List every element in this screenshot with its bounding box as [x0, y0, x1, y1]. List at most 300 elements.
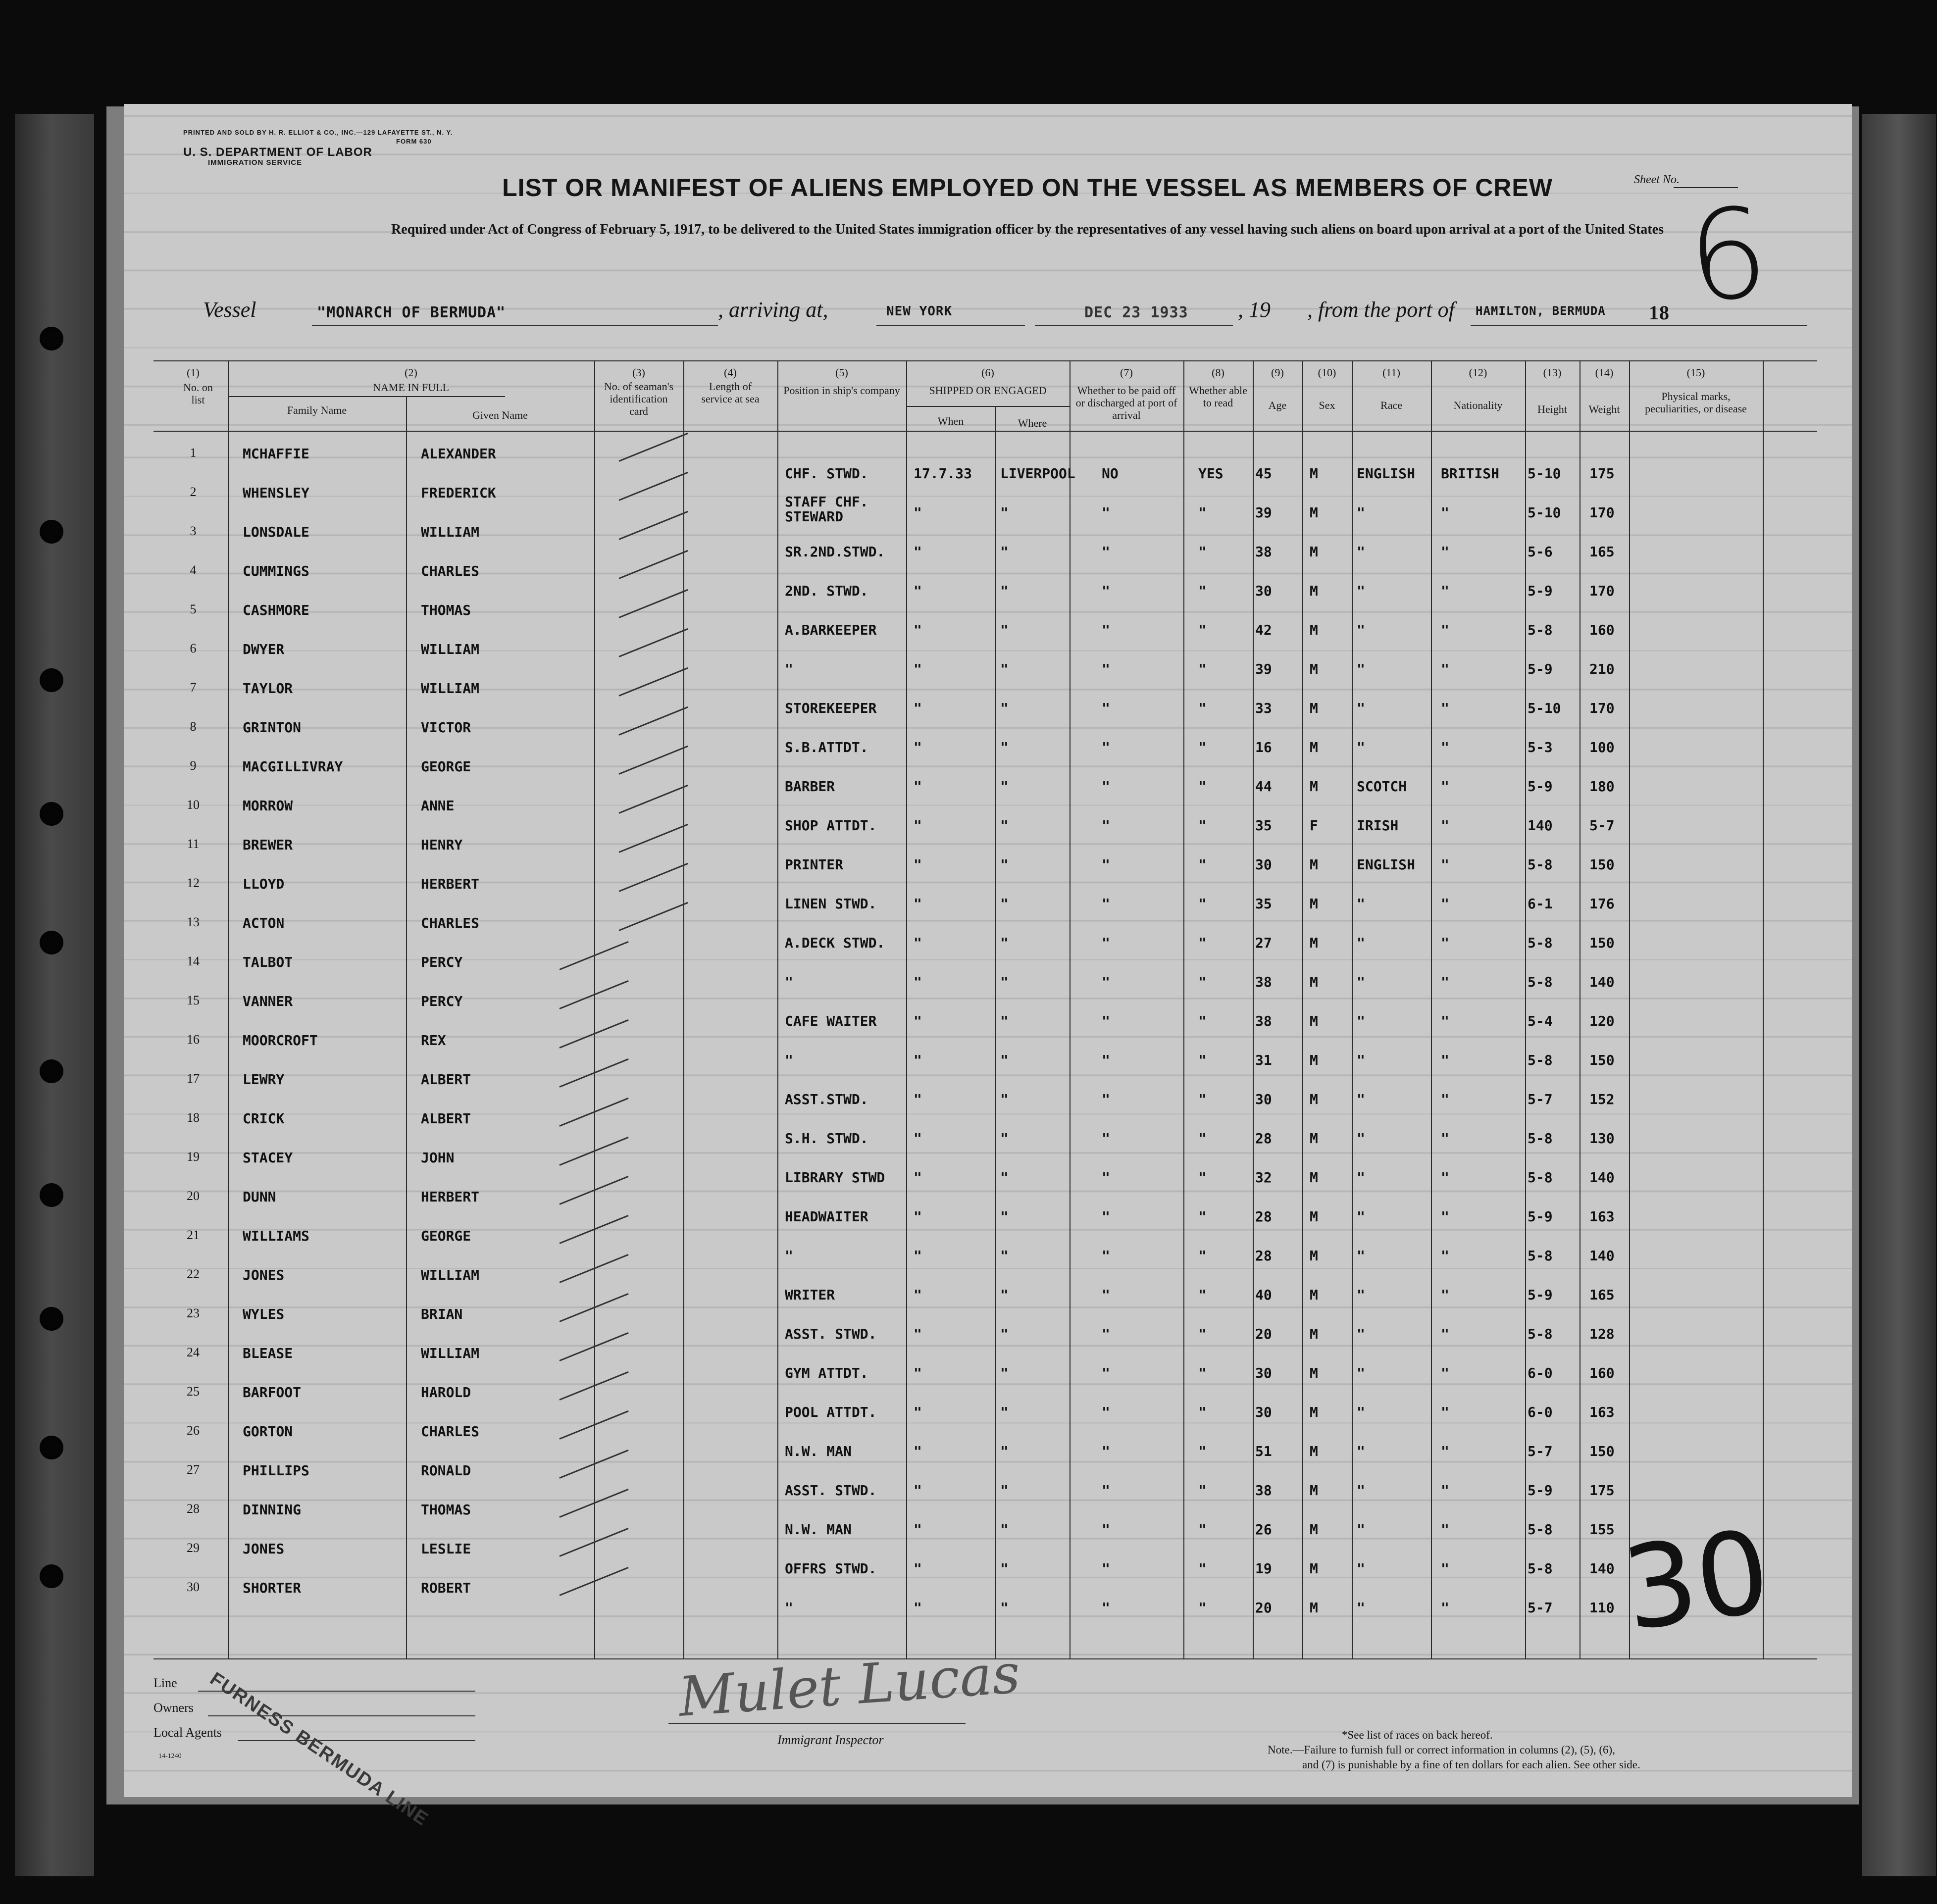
height: 5-8 — [1528, 1560, 1553, 1577]
family-name: CUMMINGS — [243, 563, 309, 579]
age: 38 — [1255, 974, 1272, 990]
year-label: , 19 — [1238, 298, 1271, 322]
family-name: LLOYD — [243, 876, 285, 892]
shipped-when: " — [914, 622, 922, 638]
col-divider-15 — [1763, 361, 1764, 1658]
row-number: 15 — [187, 993, 200, 1007]
table-header-rule — [153, 431, 1817, 432]
col11-number: (11) — [1382, 366, 1400, 379]
position: " — [785, 661, 793, 677]
height: 5-9 — [1528, 583, 1553, 599]
height: 5-8 — [1528, 856, 1553, 873]
col7-number: (7) — [1120, 366, 1133, 379]
sex: M — [1310, 1365, 1318, 1381]
signature-line — [668, 1723, 966, 1724]
arriving-label: , arriving at, — [718, 298, 828, 322]
race: " — [1357, 700, 1365, 716]
given-name: VICTOR — [421, 719, 471, 736]
paid-off: " — [1102, 1013, 1110, 1029]
given-name: CHARLES — [421, 563, 480, 579]
age: 44 — [1255, 778, 1272, 795]
age: 16 — [1255, 739, 1272, 755]
shipped-where: " — [1000, 583, 1009, 599]
height: 5-9 — [1528, 1482, 1553, 1499]
shipped-where: " — [1000, 1365, 1009, 1381]
nationality: " — [1441, 1443, 1449, 1459]
age: 38 — [1255, 1482, 1272, 1499]
nationality: " — [1441, 1521, 1449, 1538]
shipped-where: " — [1000, 1521, 1009, 1538]
col9-label: Age — [1268, 399, 1287, 411]
height: 6-1 — [1528, 896, 1553, 912]
paid-off: " — [1102, 1091, 1110, 1107]
able-to-read: " — [1198, 1482, 1207, 1499]
given-name: HAROLD — [421, 1384, 471, 1401]
position: GYM ATTDT. — [785, 1365, 868, 1381]
paid-off: " — [1102, 817, 1110, 834]
sex: M — [1310, 935, 1318, 951]
vessel-name: "MONARCH OF BERMUDA" — [317, 304, 506, 321]
height: 5-7 — [1528, 1091, 1553, 1107]
paid-off: " — [1102, 1443, 1110, 1459]
shipped-where: " — [1000, 661, 1009, 677]
sex: M — [1310, 856, 1318, 873]
age: 42 — [1255, 622, 1272, 638]
age: 45 — [1255, 465, 1272, 482]
family-name: LEWRY — [243, 1071, 285, 1088]
nationality: " — [1441, 896, 1449, 912]
race: " — [1357, 583, 1365, 599]
paid-off: " — [1102, 1208, 1110, 1225]
row-number: 21 — [187, 1228, 200, 1242]
col-divider-10 — [1352, 361, 1353, 1658]
race: ENGLISH — [1357, 856, 1416, 873]
shipped-when-header: When — [937, 415, 964, 427]
owners-underline — [208, 1715, 475, 1716]
race: " — [1357, 1091, 1365, 1107]
family-name-header: Family Name — [287, 404, 347, 416]
paid-off: " — [1102, 856, 1110, 873]
col-divider-6a — [995, 406, 996, 1658]
weight: 163 — [1589, 1208, 1615, 1225]
paid-off: " — [1102, 1600, 1110, 1616]
family-name: MOORCROFT — [243, 1032, 318, 1049]
paid-off: " — [1102, 1248, 1110, 1264]
arrival-date: DEC 23 1933 — [1084, 304, 1188, 321]
position: ASST. STWD. — [785, 1326, 877, 1342]
shipped-when: " — [914, 1287, 922, 1303]
able-to-read: " — [1198, 817, 1207, 834]
paid-off: " — [1102, 661, 1110, 677]
position: " — [785, 1248, 793, 1264]
paid-off: " — [1102, 1130, 1110, 1147]
sex: M — [1310, 739, 1318, 755]
col-divider-5 — [906, 361, 907, 1658]
col-divider-1 — [228, 361, 229, 1658]
nationality: " — [1441, 583, 1449, 599]
given-name: REX — [421, 1032, 446, 1049]
given-name: ALEXANDER — [421, 446, 496, 462]
row-number: 12 — [187, 876, 200, 890]
binder-edge-right — [1862, 114, 1936, 1876]
able-to-read: " — [1198, 1560, 1207, 1577]
family-name: ACTON — [243, 915, 285, 931]
height: 5-8 — [1528, 1052, 1553, 1068]
form-title: LIST OR MANIFEST OF ALIENS EMPLOYED ON THE VESSEL AS MEMBERS OF CREW — [502, 174, 1553, 201]
shipped-where: " — [1000, 1208, 1009, 1225]
id-card-checkmark — [618, 706, 688, 736]
sex: M — [1310, 1326, 1318, 1342]
shipped-where: " — [1000, 1482, 1009, 1499]
weight: 130 — [1589, 1130, 1615, 1147]
age: 32 — [1255, 1169, 1272, 1186]
able-to-read: " — [1198, 1169, 1207, 1186]
id-card-checkmark — [618, 746, 688, 775]
race: " — [1357, 661, 1365, 677]
position: BARBER — [785, 778, 835, 795]
weight: 163 — [1589, 1404, 1615, 1420]
paid-off: " — [1102, 1287, 1110, 1303]
shipped-where: " — [1000, 974, 1009, 990]
able-to-read: " — [1198, 1600, 1207, 1616]
nationality: " — [1441, 935, 1449, 951]
weight: 165 — [1589, 1287, 1615, 1303]
row-number: 17 — [187, 1071, 200, 1086]
row-number: 4 — [190, 563, 197, 577]
able-to-read: " — [1198, 739, 1207, 755]
col4-label: Length of service at sea — [701, 380, 760, 405]
nationality: " — [1441, 856, 1449, 873]
sex: M — [1310, 661, 1318, 677]
weight: 155 — [1589, 1521, 1615, 1538]
row-number: 7 — [190, 680, 197, 695]
nationality: " — [1441, 1052, 1449, 1068]
weight: 150 — [1589, 1443, 1615, 1459]
able-to-read: " — [1198, 583, 1207, 599]
shipped-where: " — [1000, 1091, 1009, 1107]
position: WRITER — [785, 1287, 835, 1303]
col11-label: Race — [1380, 399, 1402, 411]
family-name: TAYLOR — [243, 680, 293, 697]
position: 2ND. STWD. — [785, 583, 868, 599]
shipped-when: " — [914, 1443, 922, 1459]
age: 30 — [1255, 583, 1272, 599]
race: " — [1357, 935, 1365, 951]
race: " — [1357, 739, 1365, 755]
races-note: *See list of races on back hereof. — [1342, 1729, 1493, 1741]
agents-underline — [238, 1740, 475, 1741]
binder-hole — [40, 802, 63, 826]
row-number: 11 — [187, 837, 200, 851]
manifest-page — [124, 104, 1852, 1830]
position: " — [785, 1600, 793, 1616]
row-number: 28 — [187, 1502, 200, 1516]
given-name: GEORGE — [421, 758, 471, 775]
weight: 170 — [1589, 700, 1615, 716]
shipped-when: " — [914, 1600, 922, 1616]
weight: 140 — [1589, 974, 1615, 990]
given-name: ROBERT — [421, 1580, 471, 1596]
weight: 175 — [1589, 465, 1615, 482]
shipped-when: " — [914, 1169, 922, 1186]
given-name: PERCY — [421, 993, 463, 1009]
shipped-where: " — [1000, 544, 1009, 560]
id-card-checkmark — [618, 667, 688, 697]
paid-off: " — [1102, 1482, 1110, 1499]
id-card-checkmark — [618, 824, 688, 853]
sex: M — [1310, 1248, 1318, 1264]
age: 28 — [1255, 1248, 1272, 1264]
from-port-label: , from the port of — [1307, 298, 1455, 322]
paid-off: " — [1102, 700, 1110, 716]
height: 5-6 — [1528, 544, 1553, 560]
weight: 5-7 — [1589, 817, 1615, 834]
shipped-where: " — [1000, 1443, 1009, 1459]
able-to-read: " — [1198, 1052, 1207, 1068]
sex: M — [1310, 896, 1318, 912]
nationality: " — [1441, 1091, 1449, 1107]
position: " — [785, 974, 793, 990]
family-name: DUNN — [243, 1189, 276, 1205]
race: SCOTCH — [1357, 778, 1407, 795]
position: N.W. MAN — [785, 1521, 852, 1538]
form-number: FORM 630 — [396, 138, 432, 145]
binder-hole — [40, 1436, 63, 1459]
given-name: WILLIAM — [421, 524, 480, 540]
position: S.B.ATTDT. — [785, 739, 868, 755]
able-to-read: " — [1198, 1443, 1207, 1459]
vessel-line — [124, 297, 1852, 332]
family-name: BLEASE — [243, 1345, 293, 1361]
weight: 100 — [1589, 739, 1615, 755]
shipped-where: " — [1000, 1326, 1009, 1342]
paid-off: " — [1102, 1560, 1110, 1577]
height: 5-8 — [1528, 935, 1553, 951]
shipped-when: " — [914, 935, 922, 951]
nationality: " — [1441, 817, 1449, 834]
col1-label: No. on list — [183, 381, 213, 406]
weight: 170 — [1589, 504, 1615, 521]
weight: 110 — [1589, 1600, 1615, 1616]
given-name: FREDERICK — [421, 485, 496, 501]
shipped-when: " — [914, 544, 922, 560]
position: A.BARKEEPER — [785, 622, 877, 638]
binder-hole — [40, 1183, 63, 1207]
given-name: ALBERT — [421, 1071, 471, 1088]
row-number: 3 — [190, 524, 197, 538]
family-name: WYLES — [243, 1306, 285, 1322]
able-to-read: " — [1198, 544, 1207, 560]
able-to-read: " — [1198, 1208, 1207, 1225]
height: 5-7 — [1528, 1443, 1553, 1459]
shipped-when: " — [914, 1404, 922, 1420]
shipped-when: " — [914, 1248, 922, 1264]
col13-number: (13) — [1543, 366, 1562, 379]
shipped-where: " — [1000, 1169, 1009, 1186]
nationality: " — [1441, 622, 1449, 638]
race: " — [1357, 974, 1365, 990]
weight: 210 — [1589, 661, 1615, 677]
shipped-when: " — [914, 739, 922, 755]
col14-label: Weight — [1588, 403, 1620, 415]
shipped-when: " — [914, 661, 922, 677]
sex: M — [1310, 1208, 1318, 1225]
nationality: BRITISH — [1441, 465, 1500, 482]
height: 5-8 — [1528, 1326, 1553, 1342]
weight: 160 — [1589, 622, 1615, 638]
age: 20 — [1255, 1326, 1272, 1342]
age: 26 — [1255, 1521, 1272, 1538]
shipped-when: " — [914, 1326, 922, 1342]
family-name: WHENSLEY — [243, 485, 309, 501]
col12-label: Nationality — [1453, 399, 1503, 411]
race: IRISH — [1357, 817, 1399, 834]
given-name: PERCY — [421, 954, 463, 970]
able-to-read: " — [1198, 1287, 1207, 1303]
row-number: 8 — [190, 719, 197, 734]
nationality: " — [1441, 1600, 1449, 1616]
height: 140 — [1528, 817, 1553, 834]
col-divider-14 — [1629, 361, 1630, 1658]
shipped-where: " — [1000, 1130, 1009, 1147]
paid-off: " — [1102, 622, 1110, 638]
paid-off: " — [1102, 504, 1110, 521]
col15-number: (15) — [1686, 366, 1705, 379]
height: 5-9 — [1528, 1287, 1553, 1303]
binder-hole — [40, 1307, 63, 1331]
position: SR.2ND.STWD. — [785, 544, 885, 560]
row-number: 27 — [187, 1462, 200, 1477]
shipped-when: " — [914, 1013, 922, 1029]
col5-label: Position in ship's company — [783, 384, 900, 397]
family-name: GRINTON — [243, 719, 302, 736]
row-number: 26 — [187, 1423, 200, 1438]
binder-hole — [40, 1059, 63, 1083]
given-name: HERBERT — [421, 1189, 480, 1205]
height: 5-8 — [1528, 622, 1553, 638]
owners-label: Owners — [153, 1701, 194, 1715]
given-name-header: Given Name — [472, 409, 528, 421]
id-card-checkmark — [618, 550, 688, 579]
sex: M — [1310, 1091, 1318, 1107]
row-number: 25 — [187, 1384, 200, 1399]
age: 30 — [1255, 1404, 1272, 1420]
family-name: SHORTER — [243, 1580, 302, 1596]
row-number: 23 — [187, 1306, 200, 1320]
binder-hole — [40, 668, 63, 692]
col3-number: (3) — [632, 366, 645, 379]
shipped-when: " — [914, 896, 922, 912]
family-name: DWYER — [243, 641, 285, 657]
id-card-checkmark — [618, 472, 688, 501]
row-number: 10 — [187, 798, 200, 812]
given-name: HERBERT — [421, 876, 480, 892]
family-name: MORROW — [243, 798, 293, 814]
shipped-where: " — [1000, 817, 1009, 834]
position: POOL ATTDT. — [785, 1404, 877, 1420]
col13-label: Height — [1537, 403, 1567, 415]
arrival-port: NEW YORK — [886, 304, 953, 319]
age: 35 — [1255, 817, 1272, 834]
shipped-when: " — [914, 700, 922, 716]
shipped-where: LIVERPOOL — [1000, 465, 1075, 482]
shipped-when: " — [914, 1091, 922, 1107]
weight: 152 — [1589, 1091, 1615, 1107]
row-number: 9 — [190, 758, 197, 773]
height: 6-0 — [1528, 1365, 1553, 1381]
family-name: JONES — [243, 1267, 285, 1283]
binder-spine-left — [15, 114, 94, 1876]
age: 30 — [1255, 1365, 1272, 1381]
sex: M — [1310, 544, 1318, 560]
family-name: DINNING — [243, 1502, 302, 1518]
from-port-underline — [1471, 325, 1807, 326]
position: A.DECK STWD. — [785, 935, 885, 951]
position: PRINTER — [785, 856, 844, 873]
nationality: " — [1441, 778, 1449, 795]
height: 5-9 — [1528, 778, 1553, 795]
sex: M — [1310, 1521, 1318, 1538]
family-name: MCHAFFIE — [243, 446, 309, 462]
given-name: CHARLES — [421, 915, 480, 931]
col15-label: Physical marks, peculiarities, or disease — [1645, 390, 1747, 415]
col5-number: (5) — [835, 366, 848, 379]
inspector-signature: Mulet Lucas — [676, 1642, 1022, 1729]
family-name: WILLIAMS — [243, 1228, 309, 1244]
col8-number: (8) — [1212, 366, 1224, 379]
able-to-read: " — [1198, 896, 1207, 912]
id-card-checkmark — [618, 511, 688, 540]
nationality: " — [1441, 1169, 1449, 1186]
race: " — [1357, 1248, 1365, 1264]
race: " — [1357, 622, 1365, 638]
col4-number: (4) — [724, 366, 737, 379]
col1-number: (1) — [187, 366, 200, 379]
family-name: BARFOOT — [243, 1384, 302, 1401]
shipped-where: " — [1000, 1013, 1009, 1029]
local-agents-label: Local Agents — [153, 1725, 222, 1740]
race: " — [1357, 1326, 1365, 1342]
height: 5-10 — [1528, 465, 1561, 482]
position: CHF. STWD. — [785, 465, 868, 482]
given-name: THOMAS — [421, 602, 471, 618]
position: LINEN STWD. — [785, 896, 877, 912]
sex: M — [1310, 1600, 1318, 1616]
col8-label: Whether able to read — [1189, 384, 1247, 409]
shipped-when: " — [914, 1130, 922, 1147]
family-name: BREWER — [243, 837, 293, 853]
nationality: " — [1441, 1248, 1449, 1264]
given-name: WILLIAM — [421, 680, 480, 697]
age: 31 — [1255, 1052, 1272, 1068]
shipped-when: " — [914, 1521, 922, 1538]
sex: M — [1310, 465, 1318, 482]
form-code: 14-1240 — [158, 1753, 182, 1760]
id-card-checkmark — [618, 863, 688, 892]
able-to-read: " — [1198, 504, 1207, 521]
shipped-when: " — [914, 856, 922, 873]
race: " — [1357, 1365, 1365, 1381]
age: 27 — [1255, 935, 1272, 951]
shipped-when: " — [914, 1560, 922, 1577]
position: STAFF CHF. STEWARD — [785, 494, 868, 525]
weight: 128 — [1589, 1326, 1615, 1342]
weight: 160 — [1589, 1365, 1615, 1381]
position: LIBRARY STWD — [785, 1169, 885, 1186]
family-name: GORTON — [243, 1423, 293, 1440]
shipped-where: " — [1000, 1404, 1009, 1420]
paid-off: " — [1102, 1326, 1110, 1342]
